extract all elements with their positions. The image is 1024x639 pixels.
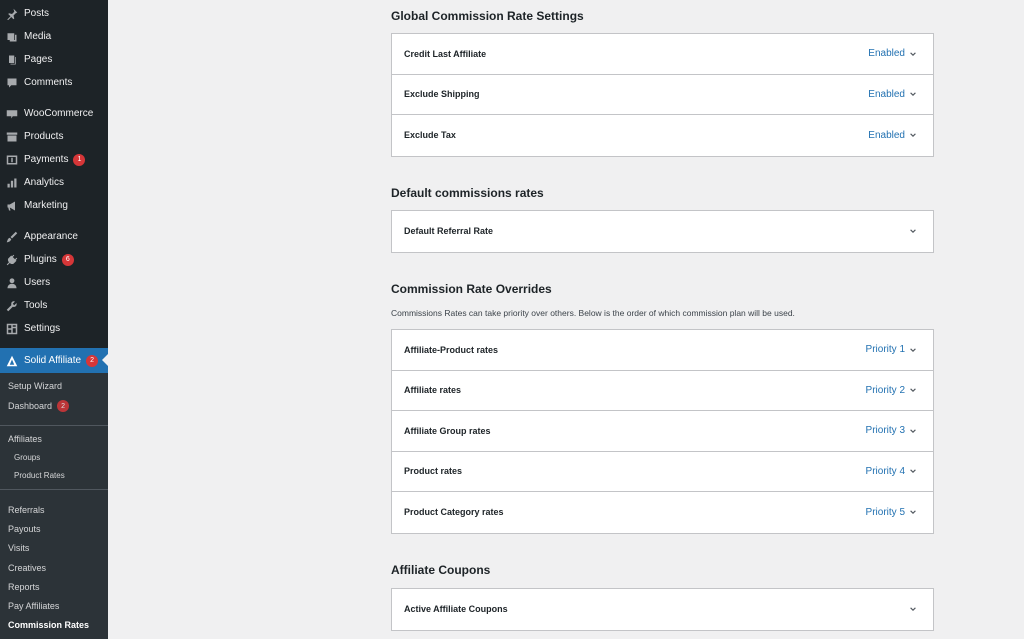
sidebar-item-analytics[interactable] <box>0 171 108 194</box>
sidebar-item-solid-affiliate[interactable] <box>0 348 108 373</box>
sidebar-item-label: Users <box>24 277 51 288</box>
settings-row[interactable] <box>392 211 933 252</box>
chevron-down-icon <box>909 605 917 613</box>
settings-row[interactable] <box>392 452 933 493</box>
comment-icon <box>5 76 19 90</box>
submenu-label: Dashboard <box>8 401 53 411</box>
row-label: Product Category rates <box>404 507 504 518</box>
settings-row[interactable] <box>392 330 933 371</box>
row-value-text: Priority 3 <box>865 425 905 437</box>
row-value-dropdown[interactable] <box>866 466 917 477</box>
sidebar-item-label: Pages <box>24 54 53 65</box>
section-title-overrides: Commission Rate Overrides <box>391 282 552 296</box>
sidebar-item-label: Solid Affiliate <box>24 355 82 366</box>
submenu-visits[interactable]: Visits <box>8 543 30 553</box>
submenu-commission-rates[interactable]: Commission Rates <box>8 620 90 630</box>
divider <box>0 425 108 426</box>
row-value-dropdown[interactable] <box>866 344 917 355</box>
chevron-down-icon <box>909 227 917 235</box>
row-value-dropdown[interactable] <box>905 605 917 613</box>
solid-affiliate-submenu <box>0 373 108 639</box>
sidebar-item-users[interactable] <box>0 271 108 294</box>
row-label: Affiliate rates <box>404 385 462 396</box>
sidebar-item-label: Payments <box>24 154 69 165</box>
divider <box>0 489 108 490</box>
submenu-groups[interactable]: Groups <box>14 453 41 462</box>
sidebar-item-label: Tools <box>24 300 48 311</box>
notification-badge: 6 <box>62 254 74 266</box>
sidebar-item-marketing[interactable] <box>0 194 108 217</box>
default-rates-card <box>391 210 934 253</box>
sidebar-item-label: Marketing <box>24 200 68 211</box>
woo-icon <box>5 107 19 121</box>
row-value-text: Priority 1 <box>865 344 905 356</box>
sidebar-item-products[interactable] <box>0 125 108 148</box>
sidebar-item-label: Media <box>24 31 52 42</box>
global-settings-card <box>391 33 934 157</box>
chevron-down-icon <box>909 50 917 58</box>
row-label: Exclude Shipping <box>404 89 480 100</box>
sidebar-item-label: Settings <box>24 323 61 334</box>
notification-badge: 1 <box>73 154 85 166</box>
sidebar-item-label: Comments <box>24 77 73 88</box>
submenu-setup-wizard[interactable]: Setup Wizard <box>8 381 63 391</box>
row-value-text: Enabled <box>868 48 905 60</box>
section-description: Commissions Rates can take priority over others. Below is the order of which commission plan will be used. <box>391 308 795 318</box>
plug-icon <box>5 253 19 267</box>
main-content <box>108 0 1024 639</box>
chevron-down-icon <box>909 90 917 98</box>
megaphone-icon <box>5 199 19 213</box>
media-icon <box>5 30 19 44</box>
chevron-down-icon <box>909 386 917 394</box>
row-label: Affiliate-Product rates <box>404 344 499 355</box>
row-value-dropdown[interactable] <box>868 48 917 59</box>
submenu-creatives[interactable]: Creatives <box>8 563 47 573</box>
settings-row[interactable] <box>392 371 933 412</box>
chevron-down-icon <box>909 427 917 435</box>
sidebar-item-label: WooCommerce <box>24 108 94 119</box>
sidebar-item-tools[interactable] <box>0 294 108 317</box>
sidebar-item-pages[interactable] <box>0 48 108 71</box>
row-value-text: Enabled <box>868 88 905 100</box>
submenu-reports[interactable]: Reports <box>8 582 40 592</box>
section-title-global: Global Commission Rate Settings <box>391 9 584 23</box>
wrench-icon <box>5 299 19 313</box>
row-value-text: Priority 2 <box>865 384 905 396</box>
submenu-affiliates[interactable]: Affiliates <box>8 434 42 444</box>
row-value-text: Priority 5 <box>865 506 905 518</box>
overrides-card <box>391 329 934 534</box>
sidebar-item-label: Analytics <box>24 177 65 188</box>
row-label: Active Affiliate Coupons <box>404 604 508 615</box>
pages-icon <box>5 53 19 67</box>
row-label: Credit Last Affiliate <box>404 48 487 59</box>
sidebar-item-comments[interactable] <box>0 71 108 94</box>
settings-row[interactable] <box>392 589 933 630</box>
sidebar-item-plugins[interactable] <box>0 248 108 271</box>
dollar-icon <box>5 153 19 167</box>
pin-icon <box>5 7 19 21</box>
chevron-down-icon <box>909 508 917 516</box>
brush-icon <box>5 230 19 244</box>
row-value-text: Enabled <box>868 129 905 141</box>
settings-row[interactable] <box>392 34 933 75</box>
section-title-defaults: Default commissions rates <box>391 186 544 200</box>
row-label: Exclude Tax <box>404 130 456 141</box>
user-icon <box>5 276 19 290</box>
row-value-dropdown[interactable] <box>866 507 917 518</box>
submenu-dashboard[interactable] <box>8 400 69 412</box>
solid-affiliate-icon <box>5 354 19 368</box>
row-value-dropdown[interactable] <box>866 425 917 436</box>
settings-row[interactable] <box>392 492 933 533</box>
notification-badge: 2 <box>86 355 98 367</box>
sidebar-item-posts[interactable] <box>0 2 108 25</box>
sidebar-item-settings[interactable] <box>0 317 108 340</box>
sidebar-item-payments[interactable] <box>0 148 108 171</box>
row-value-dropdown[interactable] <box>905 227 917 235</box>
settings-row[interactable] <box>392 75 933 116</box>
submenu-referrals[interactable]: Referrals <box>8 505 45 515</box>
chevron-down-icon <box>909 467 917 475</box>
submenu-pay-affiliates[interactable]: Pay Affiliates <box>8 601 60 611</box>
sidebar-item-label: Products <box>24 131 64 142</box>
row-label: Affiliate Group rates <box>404 425 491 436</box>
sidebar-item-media[interactable] <box>0 25 108 48</box>
sidebar-item-label: Plugins <box>24 254 57 265</box>
archive-icon <box>5 130 19 144</box>
row-value-text: Priority 4 <box>865 465 905 477</box>
settings-row[interactable] <box>392 411 933 452</box>
chevron-down-icon <box>909 131 917 139</box>
row-label: Default Referral Rate <box>404 226 494 237</box>
settings-icon <box>5 322 19 336</box>
submenu-product-rates[interactable]: Product Rates <box>14 471 65 480</box>
chart-bar-icon <box>5 176 19 190</box>
sidebar-item-woocommerce[interactable] <box>0 102 108 125</box>
chevron-down-icon <box>909 346 917 354</box>
coupons-card <box>391 588 934 631</box>
settings-row[interactable] <box>392 115 933 156</box>
row-value-dropdown[interactable] <box>868 130 917 141</box>
section-title-coupons: Affiliate Coupons <box>391 563 491 577</box>
notification-badge: 2 <box>57 400 69 412</box>
sidebar-item-label: Appearance <box>24 231 78 242</box>
row-value-dropdown[interactable] <box>866 385 917 396</box>
row-label: Product rates <box>404 466 463 477</box>
admin-sidebar <box>0 0 108 639</box>
sidebar-item-appearance[interactable] <box>0 225 108 248</box>
sidebar-item-label: Posts <box>24 8 50 19</box>
row-value-dropdown[interactable] <box>868 89 917 100</box>
submenu-payouts[interactable]: Payouts <box>8 524 41 534</box>
